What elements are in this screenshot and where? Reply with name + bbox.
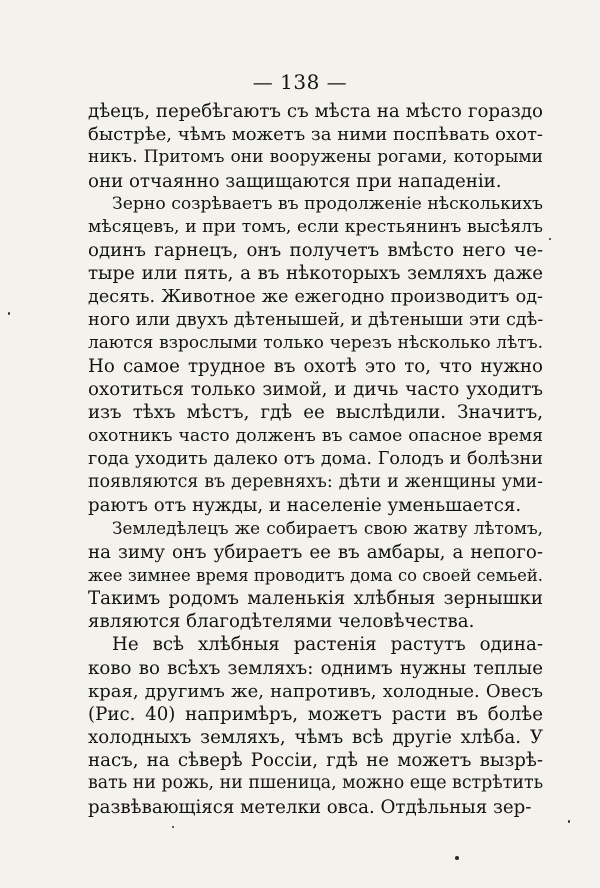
text-line: лаются взрослыми только черезъ нѣсколько лѣтъ. (88, 332, 543, 353)
paper-speck (549, 238, 551, 240)
text-line: быстрѣе, чѣмъ можетъ за ними поспѣвать охот- (88, 124, 543, 146)
paragraph (88, 633, 543, 819)
text-line: года уходить далеко отъ дома. Голодъ и болѣзни (88, 448, 543, 469)
text-line: жее зимнее время проводитъ дома со своей семьей. (88, 565, 543, 585)
text-line: являются благодѣтелями человѣчества. (88, 611, 475, 633)
text-line: вать ни рожь, ни пшеница, можно еще встрѣтить (88, 773, 543, 794)
text-line: ного или двухъ дѣтенышей, и дѣтеныши эти сдѣ- (88, 309, 543, 330)
text-line: Такимъ родомъ маленькія хлѣбныя зернышки (88, 587, 543, 609)
text-line: края, другимъ же, напротивъ, холодные. Овесъ (88, 680, 543, 702)
text-line: Земледѣлецъ же собираетъ свою жатву лѣтомъ, (112, 518, 543, 539)
paper-speck (8, 312, 10, 315)
text-line: раютъ отъ нужды, и населеніе уменьшается. (88, 495, 522, 517)
text-line: мѣсяцевъ, и при томъ, если крестьянинъ высѣялъ (88, 216, 543, 237)
text-line: охотникъ часто долженъ въ самое опасное время (88, 425, 543, 446)
text-line: на зиму онъ убираетъ ее въ амбары, а непого- (88, 541, 543, 563)
text-line: Не всѣ хлѣбныя растенія растутъ одина- (112, 634, 543, 656)
text-line: десять. Животное же ежегодно производитъ од- (88, 286, 543, 307)
text-line: холодныхъ земляхъ, чѣмъ всѣ другіе хлѣба. У (88, 727, 543, 749)
paper-speck (568, 820, 570, 823)
text-line: одинъ гарнецъ, онъ получетъ вмѣсто него че- (88, 240, 543, 262)
paragraph (88, 517, 543, 633)
text-line: охотиться только зимой, и дичь часто уходитъ (88, 379, 543, 401)
text-line: Но самое трудное въ охотѣ это то, что нужно (88, 356, 543, 378)
text-line: никъ. Притомъ они вооружены рогами, которыми (88, 147, 543, 168)
text-line: изъ тѣхъ мѣстъ, гдѣ ее выслѣдили. Значитъ, (88, 402, 543, 424)
text-line: насъ, на сѣверѣ Россіи, гдѣ не можетъ вызрѣ- (88, 750, 543, 772)
paragraph (88, 193, 543, 518)
text-line: (Рис. 40) напримѣръ, можетъ расти въ болѣе (88, 703, 543, 725)
text-line: развѣвающіяся метелки овса. Отдѣльныя зер- (88, 796, 532, 818)
paragraph (88, 100, 543, 193)
text-line: Зерно созрѣваетъ въ продолженіе нѣсколькихъ (112, 193, 543, 214)
text-line: ково во всѣхъ земляхъ: однимъ нужны теплые (88, 657, 543, 679)
text-line: дѣецъ, перебѣгаютъ съ мѣста на мѣсто гораздо (88, 101, 543, 122)
paper-speck (455, 856, 459, 860)
text-line: тыре или пять, а въ нѣкоторыхъ земляхъ даже (88, 263, 543, 285)
text-line: они отчаянно защищаются при нападеніи. (88, 170, 502, 192)
page-text (88, 100, 543, 819)
text-line: появляются въ деревняхъ: дѣти и женщины уми- (88, 472, 543, 492)
paper-speck (172, 826, 174, 828)
page-number: — 138 — (252, 70, 348, 94)
